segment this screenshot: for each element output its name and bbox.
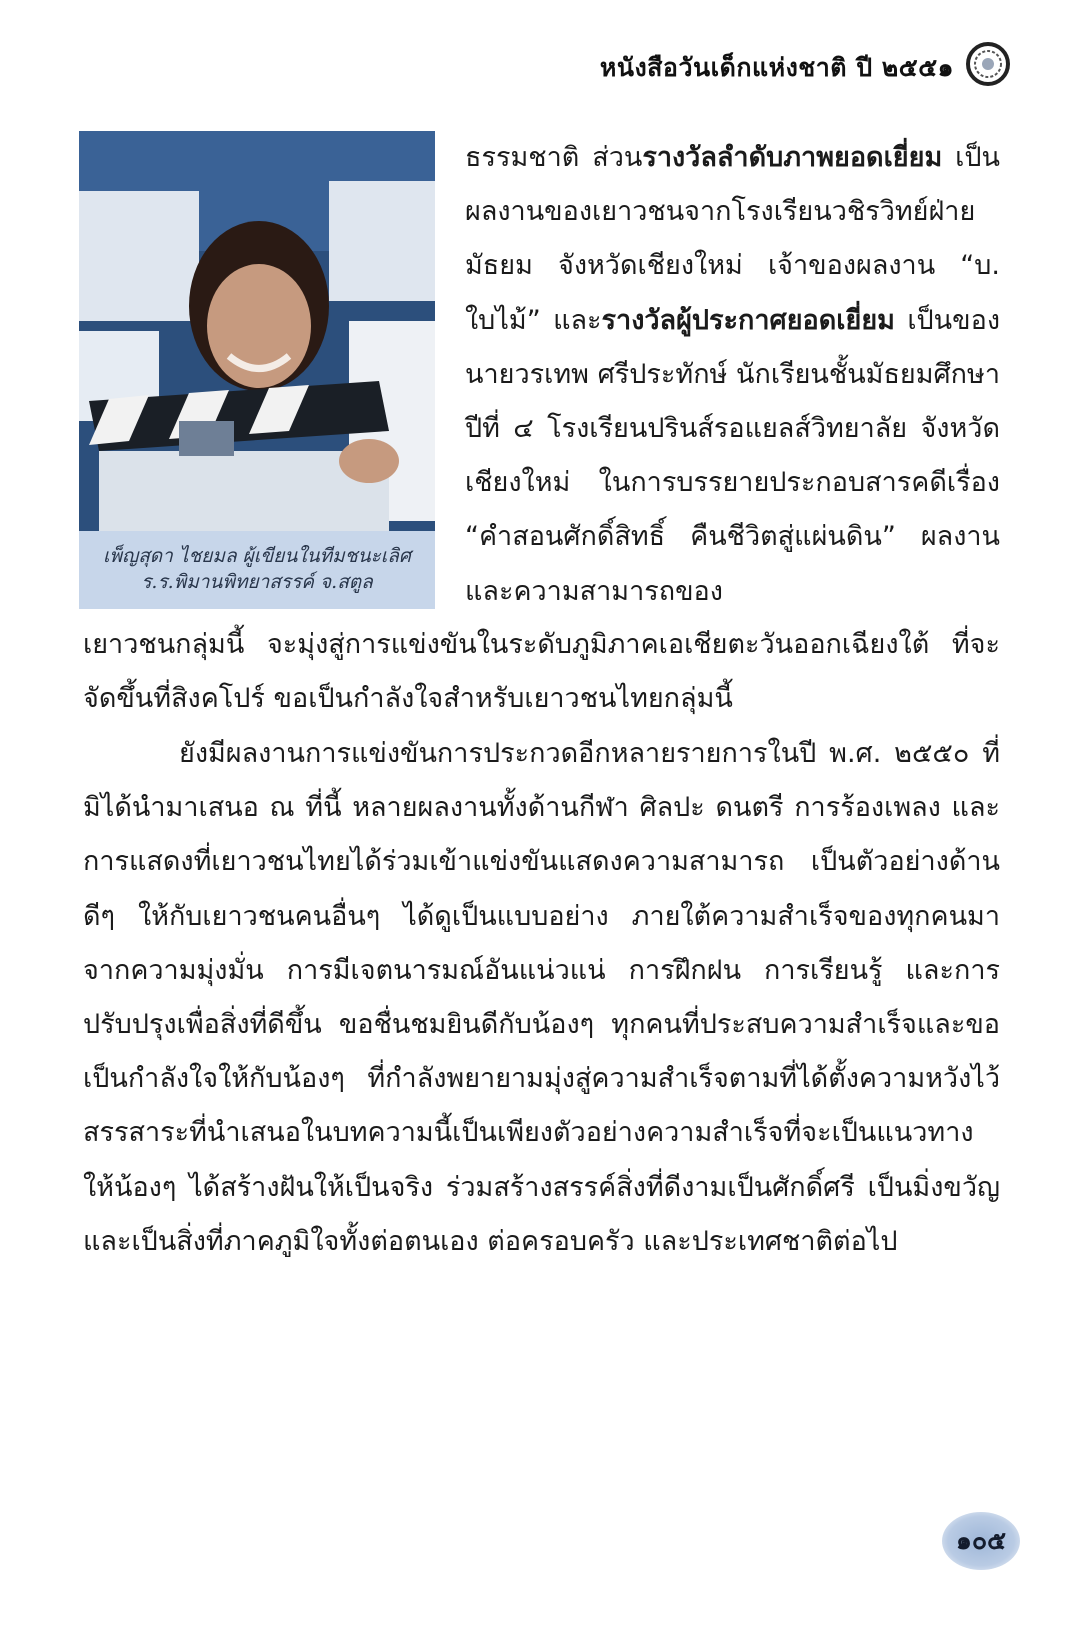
p2-text: ยังมีผลงานการแข่งขันการประกวดอีกหลายรายการในปี พ.ศ. ๒๕๕๐ ที่มิได้นำมาเสนอ ณ ที่นี้ หลายผลงานทั้งด้านกีฬา ศิลปะ ดนตรี การร้องเพลง และการแสดงที่เยาวชนไทยได้ร่วมเข้าแข่งขันแสดงความสามารถ เป็นตัวอย่างด้านดีๆ ให้กับเยาวชนคนอื่นๆ ได้ดูเป็นแบบอย่าง ภายใต้ความสำเร็จของทุกคนมาจากความมุ่งมั่น การมีเจตนารมณ์อันแน่วแน่ การฝึกฝน การเรียนรู้ และการปรับปรุงเพื่อสิ่งที่ดีขึ้น ขอชื่นชมยินดีกับน้องๆ ทุกคนที่ประสบความสำเร็จและขอเป็นกำลังใจให้กับน้องๆ ที่กำลังพยายามมุ่งสู่ความสำเร็จตามที่ได้ตั้งความหวังไว้ สรรสาระที่นำเสนอในบทความนี้เป็นเพียงตัวอย่างความสำเร็จที่จะเป็นแนวทางให้น้องๆ ได้สร้างฝันให้เป็นจริง ร่วมสร้างสรรค์สิ่งที่ดีงามเป็นศักดิ์ศรี เป็นมิ่งขวัญ และเป็นสิ่งที่ภาคภูมิใจทั้งต่อตนเอง ต่อครอบครัว และประเทศชาติต่อไป bbox=[83, 738, 1000, 1257]
page-number: ๑๐๕ bbox=[942, 1512, 1020, 1570]
running-header: หนังสือวันเด็กแห่งชาติ ปี ๒๕๕๑ bbox=[599, 53, 954, 82]
caption-line-school: ร.ร.พิมานพิทยาสรรค์ จ.สตูล bbox=[141, 571, 373, 593]
caption-line-name: เพ็ญสุดา ไชยมล ผู้เขียนในทีมชนะเลิศ bbox=[103, 545, 411, 568]
paragraph-2 bbox=[83, 727, 1000, 1269]
award-best-announcer: รางวัลผู้ประกาศยอดเยี่ยม bbox=[601, 304, 895, 336]
p1-text-a: ธรรมชาติ ส่วน bbox=[465, 142, 643, 173]
p1-continuation: เยาวชนกลุ่มนี้ จะมุ่งสู่การแข่งขันในระดับภูมิภาคเอเชียตะวันออกเฉียงใต้ ที่จะจัดขึ้นที่สิงคโปร์ ขอเป็นกำลังใจสำหรับเยาวชนไทยกลุ่มนี้ bbox=[83, 629, 1000, 715]
paragraph-1 bbox=[465, 131, 1000, 619]
p1-text-e: เป็นของ นายวรเทพ ศรีประทักษ์ นักเรียนชั้นมัธยมศึกษาปีที่ ๔ โรงเรียนปรินส์รอแยลส์วิทยาลัย จังหวัดเชียงใหม่ ในการบรรยายประกอบสารคดีเรื่อง “คำสอนศักดิ์สิทธิ์ คืนชีวิตสู่แผ่นดิน” ผลงานและความสามารถของ bbox=[465, 304, 1000, 607]
ornamental-emblem-icon bbox=[964, 40, 1012, 88]
paragraph-1-continued bbox=[83, 618, 1000, 726]
photo bbox=[79, 131, 435, 609]
p1-text-c: เป็นผลงานของเยาวชนจากโรงเรียนวชิรวิทย์ฝ่ายมัธยม จังหวัดเชียงใหม่ เจ้าของผลงาน “บ. ใบไม้” และ bbox=[465, 142, 1000, 336]
photo-caption bbox=[79, 531, 435, 609]
award-best-editing: รางวัลลำดับภาพยอดเยี่ยม bbox=[642, 142, 943, 173]
